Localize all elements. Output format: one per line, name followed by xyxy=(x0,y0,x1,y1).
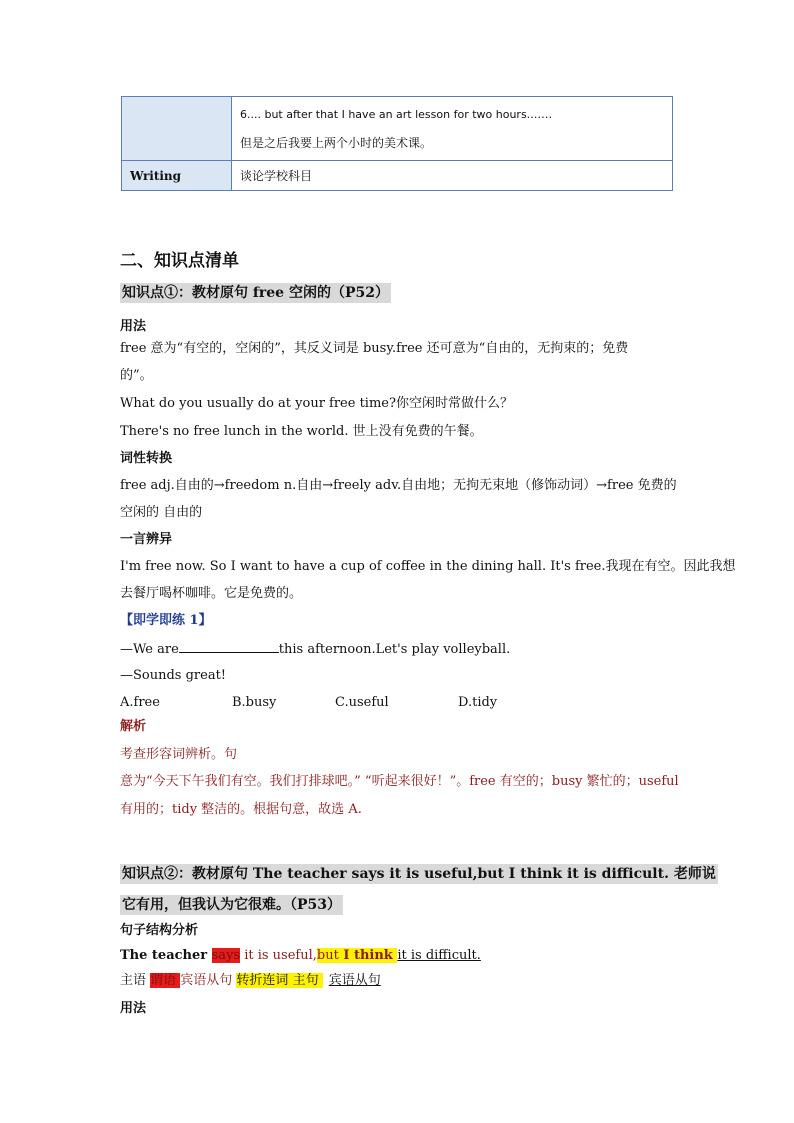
kp1-analysis-label: 解析 xyxy=(120,719,147,734)
label-main-clause: 主句 xyxy=(292,973,323,988)
question-part2: this afternoon.Let's play volleyball. xyxy=(278,642,511,657)
kp2-title-line2-row xyxy=(120,896,343,915)
english-sentence: 6.... but after that I have an art lesson for two hours.…… xyxy=(240,107,553,121)
kp1-usage-line2: 的”。 xyxy=(120,368,153,383)
kp1-pos-label: 词性转换 xyxy=(120,451,173,466)
option-a: A.free xyxy=(120,695,160,710)
label-conjunction: 转折连词 xyxy=(236,973,293,988)
chinese-translation: 但是之后我要上两个小时的美术课。 xyxy=(240,135,433,150)
section-title: 二、知识点清单 xyxy=(120,251,239,271)
kp1-distinguish-label: 一言辨异 xyxy=(120,532,173,547)
kp2-sentence-structure xyxy=(120,947,481,965)
kp2-title-line1: 知识点②：教材原句 The teacher says it is useful,but I think it is difficult. 老师说 xyxy=(122,866,716,882)
kp1-analysis-line1: 考查形容词辨析。句 xyxy=(120,747,238,762)
label-subject: 主语 xyxy=(120,973,151,988)
question-part1: —We are xyxy=(120,642,179,657)
label-predicate: 谓语 xyxy=(150,973,181,988)
kp1-title-row xyxy=(120,284,391,303)
table-cell-sentence xyxy=(232,97,673,161)
label-object-clause2: 宾语从句 xyxy=(328,973,381,988)
kp1-question-line1 xyxy=(120,640,510,659)
kp1-analysis-line2: 意为“今天下午我们有空。我们打排球吧。” “听起来很好！”。free 有空的；busy 繁忙的；useful xyxy=(120,774,679,789)
sentence-but: but xyxy=(316,948,339,963)
option-c: C.useful xyxy=(335,695,389,710)
writing-header: Writing xyxy=(122,161,232,191)
writing-content: 谈论学校科目 xyxy=(232,161,673,191)
kp2-structure-label: 句子结构分析 xyxy=(120,923,199,938)
kp1-usage-line1: free 意为“有空的，空闲的”，其反义词是 busy.free 还可意为“自由的，无拘束的；免费 xyxy=(120,341,629,356)
kp1-practice-label: 【即学即练 1】 xyxy=(120,613,212,628)
kp2-title-line1-row xyxy=(120,865,718,884)
label-object-clause1: 宾语从句 xyxy=(180,973,237,988)
option-d: D.tidy xyxy=(458,695,498,710)
table-row-header-empty xyxy=(122,97,232,161)
kp1-title: 知识点①：教材原句 free 空闲的（P52） xyxy=(122,285,389,301)
kp1-usage-label: 用法 xyxy=(120,319,147,334)
sentence-says: says xyxy=(211,948,241,963)
answer-blank xyxy=(179,640,279,653)
kp1-pos-line2: 空闲的 自由的 xyxy=(120,505,203,520)
kp1-analysis-line3: 有用的；tidy 整洁的。根据句意，故选 A. xyxy=(120,802,362,817)
kp2-title-line2: 它有用，但我认为它很难。（P53） xyxy=(122,897,342,913)
kp1-pos-line1: free adj.自由的→freedom n.自由→freely adv.自由地；无拘无束地（修饰动词）→free 免费的 xyxy=(120,478,677,493)
kp2-structure-labels xyxy=(120,972,381,990)
kp1-example2: There's no free lunch in the world. 世上没有免费的午餐。 xyxy=(120,424,483,439)
sentence-clause1: it is useful, xyxy=(240,948,317,963)
sentence-subject: The teacher xyxy=(120,948,212,963)
lesson-table xyxy=(121,96,673,191)
option-b: B.busy xyxy=(232,695,277,710)
kp1-distinguish-line1: I'm free now. So I want to have a cup of coffee in the dining hall. It's free.我现在有空。因此我想 xyxy=(120,559,736,574)
kp1-question-line2: —Sounds great! xyxy=(120,668,227,683)
sentence-i-think: I think xyxy=(338,948,398,963)
kp1-distinguish-line2: 去餐厅喝杯咖啡。它是免费的。 xyxy=(120,586,303,601)
kp2-usage-label: 用法 xyxy=(120,1001,147,1016)
sentence-clause2: it is difficult. xyxy=(397,948,481,963)
kp1-example1: What do you usually do at your free time?你空闲时常做什么？ xyxy=(120,396,513,411)
